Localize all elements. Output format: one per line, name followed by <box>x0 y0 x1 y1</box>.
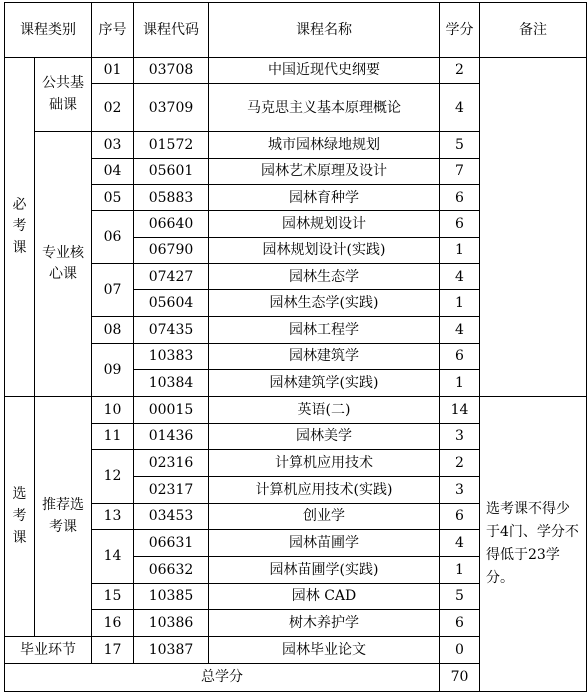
seq-cell: 09 <box>92 343 134 397</box>
name-cell: 计算机应用技术 <box>209 450 440 477</box>
code-cell: 00015 <box>134 397 209 423</box>
credits-cell: 3 <box>440 423 480 449</box>
credits-cell: 1 <box>440 290 480 316</box>
name-cell: 园林工程学 <box>209 316 440 343</box>
seq-cell: 01 <box>92 57 134 83</box>
header-remarks: 备注 <box>480 3 587 58</box>
credits-cell: 2 <box>440 450 480 477</box>
subcategory-public-basic: 公共基础课 <box>35 57 92 132</box>
seq-cell: 16 <box>92 609 134 636</box>
credits-cell: 4 <box>440 263 480 289</box>
seq-cell: 06 <box>92 211 134 264</box>
code-cell: 06632 <box>134 557 209 583</box>
code-cell: 02316 <box>134 450 209 477</box>
name-cell: 树木养护学 <box>209 609 440 636</box>
seq-cell: 15 <box>92 583 134 609</box>
code-cell: 02317 <box>134 477 209 503</box>
name-cell: 园林 CAD <box>209 583 440 609</box>
code-cell: 10383 <box>134 343 209 369</box>
code-cell: 01436 <box>134 423 209 449</box>
name-cell: 园林规划设计 <box>209 211 440 237</box>
name-cell: 园林育种学 <box>209 185 440 211</box>
header-credits: 学分 <box>440 3 480 58</box>
credits-cell: 5 <box>440 132 480 158</box>
code-cell: 01572 <box>134 132 209 158</box>
credits-cell: 6 <box>440 609 480 636</box>
subcategory-recommended-elective: 推荐选考课 <box>35 397 92 637</box>
seq-cell: 12 <box>92 450 134 504</box>
credits-cell: 0 <box>440 637 480 663</box>
header-name: 课程名称 <box>209 3 440 58</box>
code-cell: 03709 <box>134 83 209 132</box>
seq-cell: 11 <box>92 423 134 449</box>
seq-cell: 13 <box>92 503 134 529</box>
credits-cell: 2 <box>440 57 480 83</box>
credits-cell: 5 <box>440 583 480 609</box>
category-required: 必考课 <box>5 57 35 397</box>
seq-cell: 10 <box>92 397 134 423</box>
seq-cell: 08 <box>92 316 134 343</box>
name-cell: 园林规划设计(实践) <box>209 237 440 263</box>
seq-cell: 07 <box>92 263 134 316</box>
category-graduation: 毕业环节 <box>5 637 92 663</box>
table-row <box>5 397 587 423</box>
credits-cell: 4 <box>440 83 480 132</box>
credits-cell: 4 <box>440 316 480 343</box>
credits-cell: 3 <box>440 477 480 503</box>
code-cell: 03453 <box>134 503 209 529</box>
name-cell: 中国近现代史纲要 <box>209 57 440 83</box>
course-table <box>4 2 587 692</box>
credits-cell: 6 <box>440 503 480 529</box>
name-cell: 计算机应用技术(实践) <box>209 477 440 503</box>
subcategory-professional-core: 专业核心课 <box>35 132 92 397</box>
code-cell: 07435 <box>134 316 209 343</box>
name-cell: 园林建筑学(实践) <box>209 370 440 397</box>
name-cell: 园林毕业论文 <box>209 637 440 663</box>
code-cell: 03708 <box>134 57 209 83</box>
header-code: 课程代码 <box>134 3 209 58</box>
total-credits: 70 <box>440 663 480 692</box>
name-cell: 园林艺术原理及设计 <box>209 158 440 184</box>
seq-cell: 03 <box>92 132 134 158</box>
credits-cell: 7 <box>440 158 480 184</box>
category-elective: 选考课 <box>5 397 35 637</box>
code-cell: 06631 <box>134 529 209 556</box>
name-cell: 园林美学 <box>209 423 440 449</box>
seq-cell: 14 <box>92 529 134 583</box>
code-cell: 10384 <box>134 370 209 397</box>
name-cell: 城市园林绿地规划 <box>209 132 440 158</box>
code-cell: 10387 <box>134 637 209 663</box>
credits-cell: 1 <box>440 370 480 397</box>
header-row <box>5 3 587 58</box>
name-cell: 园林建筑学 <box>209 343 440 369</box>
credits-cell: 14 <box>440 397 480 423</box>
name-cell: 园林生态学 <box>209 263 440 289</box>
name-cell: 园林生态学(实践) <box>209 290 440 316</box>
credits-cell: 1 <box>440 237 480 263</box>
name-cell: 英语(二) <box>209 397 440 423</box>
credits-cell: 1 <box>440 557 480 583</box>
credits-cell: 6 <box>440 343 480 369</box>
name-cell: 创业学 <box>209 503 440 529</box>
credits-cell: 6 <box>440 185 480 211</box>
name-cell: 园林苗圃学(实践) <box>209 557 440 583</box>
name-cell: 马克思主义基本原理概论 <box>209 83 440 132</box>
code-cell: 05604 <box>134 290 209 316</box>
credits-cell: 4 <box>440 529 480 556</box>
code-cell: 10386 <box>134 609 209 636</box>
seq-cell: 17 <box>92 637 134 663</box>
code-cell: 06790 <box>134 237 209 263</box>
code-cell: 10385 <box>134 583 209 609</box>
header-seq: 序号 <box>92 3 134 58</box>
seq-cell: 02 <box>92 83 134 132</box>
total-label: 总学分 <box>5 663 440 692</box>
table-row <box>5 57 587 83</box>
seq-cell: 05 <box>92 185 134 211</box>
code-cell: 06640 <box>134 211 209 237</box>
code-cell: 05601 <box>134 158 209 184</box>
code-cell: 07427 <box>134 263 209 289</box>
elective-note: 选考课不得少于4门、学分不得低于23学分。 <box>480 397 587 692</box>
code-cell: 05883 <box>134 185 209 211</box>
name-cell: 园林苗圃学 <box>209 529 440 556</box>
credits-cell: 6 <box>440 211 480 237</box>
remarks-empty <box>480 57 587 397</box>
seq-cell: 04 <box>92 158 134 184</box>
header-category: 课程类别 <box>5 3 92 58</box>
